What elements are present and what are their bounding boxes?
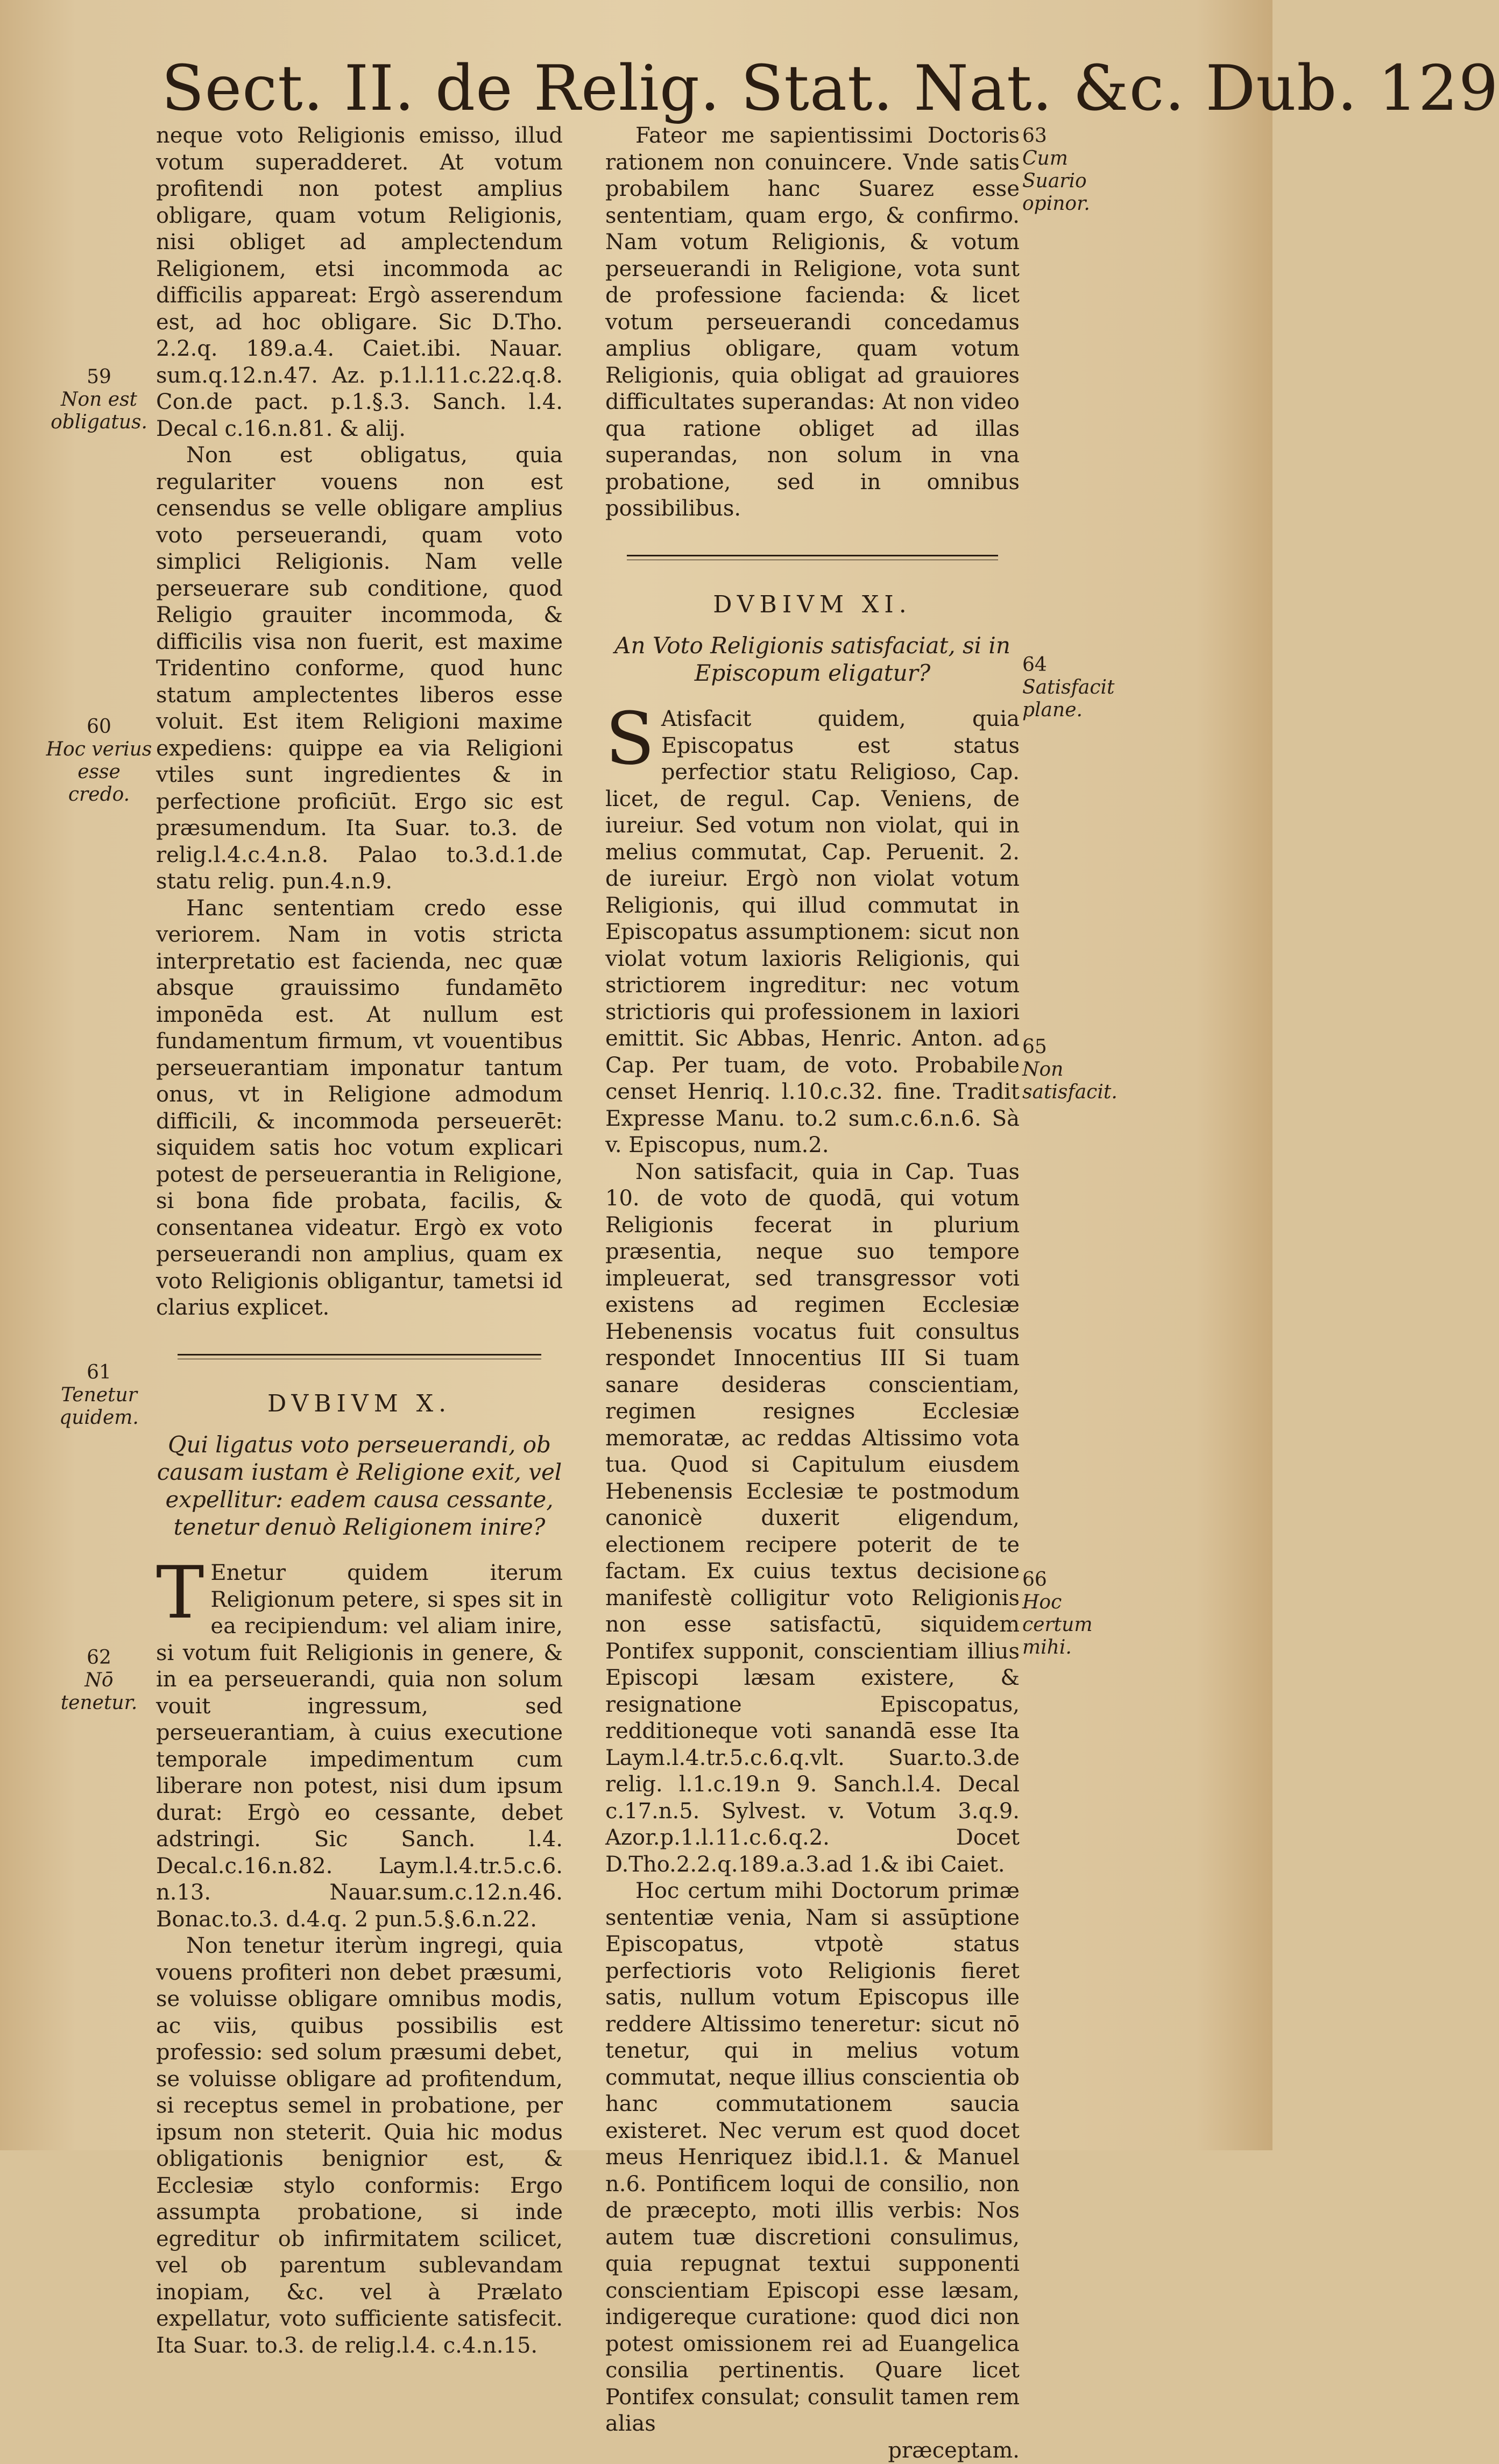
running-header: Sect. II. de Relig. Stat. Nat. &c. Dub. 129 bbox=[161, 43, 1130, 135]
right-paragraph-2-text: Atisfacit quidem, quia Episcopatus est status perfectior statu Religioso, Cap. licet, de regul. Cap. Veniens, de iureiur. Sed votum non violat, qui in melius commutat, Cap. Peruenit. 2. de iureiur. Ergò non violat votum Religionis, qui illud commutat in Episcopatus assumptionem: sicut non violat votum laxioris Religionis, qui strictiorem ingreditur: nec votum strictioris qui professionem in laxiori emittit. Sic Abbas, Henric. Anton. ad Cap. Per tuam, de voto. Probabile censet Henriq. l.10.c.32. fine. Tradit Expresse Manu. to.2 sum.c.6.n.6. Sà v. Episcopus, num.2. bbox=[605, 707, 1020, 1157]
margin-note: 63 Cum Suario opinor. bbox=[1022, 125, 1125, 215]
margin-note: 62 Nō tenetur. bbox=[45, 1647, 153, 1714]
dubium-x-question: Qui ligatus voto perseuerandi, ob causam iustam è Religione exit, vel expellitur: eadem causa cessante, tenetur denuò Religionem inire? bbox=[156, 1431, 563, 1541]
left-column bbox=[156, 123, 563, 2359]
left-paragraph-4-text: Enetur quidem iterum Religionum petere, si spes sit in ea recipiendum: vel aliam inire, si votum fuit Religionis in genere, & in ea perseuerandi, quia non solum vouit ingressum, sed perseuerantiam, à cuius executione temporale impedimentum cum liberare non potest, nisi dum ipsum durat: Ergò eo cessante, debet adstringi. Sic Sanch. l.4. Decal.c.16.n.82. Laym.l.4.tr.5.c.6. n.13. Nauar.sum.c.12.n.46. Bonac.to.3. d.4.q. 2 pun.5.§.6.n.22. bbox=[156, 1561, 563, 1932]
drop-cap: S bbox=[605, 709, 655, 768]
margin-note: 60 Hoc verius esse credo. bbox=[45, 716, 153, 806]
right-paragraph-3: Non satisfacit, quia in Cap. Tuas 10. de voto de quodā, qui votum Religionis fecerat in plurium præsentia, neque suo tempore impleuerat, sed transgressor voti existens ad regimen Ecclesiæ Hebenensis vocatus fuit consultus respondet Innocentius III Si tuam sanare desideras conscientiam, regimen resignes Ecclesiæ memoratæ, ac reddas Altissimo vota tua. Quod si Capitulum eiusdem Hebenensis Ecclesiæ te postmodum canonicè duxerit eligendum, electionem recipere poterit de te factam. Ex cuius textus decisione manifestè colligitur voto Religionis non esse satisfactū, siquidem Pontifex supponit, conscientiam illius Episcopi læsam existere, & resignatione Episcopatus, redditioneque voti sanandā esse Ita Laym.l.4.tr.5.c.6.q.vlt. Suar.to.3.de relig. l.1.c.19.n 9. Sanch.l.4. Decal c.17.n.5. Sylvest. v. Votum 3.q.9. Azor.p.1.l.11.c.6.q.2. Docet D.Tho.2.2.q.189.a.3.ad 1.& ibi Caiet. bbox=[605, 1159, 1020, 1879]
drop-cap: T bbox=[156, 1563, 204, 1622]
section-divider bbox=[178, 1354, 541, 1359]
left-paragraph-1: neque voto Religionis emisso, illud votum superadderet. At votum profitendi non potest amplius obligare, quam votum Religionis, nisi obliget ad amplectendum Religionem, etsi incommoda ac difficilis appareat: Ergò asserendum est, ad hoc obligare. Sic D.Tho. 2.2.q. 189.a.4. Caiet.ibi. Nauar. sum.q.12.n.47. Az. p.1.l.11.c.22.q.8. Con.de pact. p.1.§.3. Sanch. l.4. Decal c.16.n.81. & alij. bbox=[156, 123, 563, 442]
left-paragraph-3: Hanc sententiam credo esse veriorem. Nam in votis stricta interpretatio est facienda, nec quæ absque grauissimo fundamēto imponēda est. At nullum est fundamentum firmum, vt vouentibus perseuerantiam imponatur tantum onus, vt in Religione admodum difficili, & incommoda perseuerēt: siquidem satis hoc votum explicari potest de perseuerantia in Religione, si bona fide probata, facilis, & consentanea videatur. Ergò ex voto perseuerandi non amplius, quam ex voto Religionis obligantur, tametsi id clarius explicet. bbox=[156, 895, 563, 1322]
right-column bbox=[605, 123, 1020, 2464]
margin-note: 61 Tenetur quidem. bbox=[45, 1361, 153, 1429]
right-paragraph-2 bbox=[605, 706, 1020, 1159]
catchword: præceptam. bbox=[605, 2438, 1020, 2464]
margin-note: 66 Hoc certum mihi. bbox=[1022, 1569, 1125, 1659]
dubium-xi-heading: DVBIVM XI. bbox=[605, 591, 1020, 618]
right-paragraph-4: Hoc certum mihi Doctorum primæ sententiæ venia, Nam si assūptione Episcopatus, vtpotè status perfectioris voto Religionis fieret satis, nullum votum Episcopus ille reddere Altissimo teneretur: sicut nō tenetur, qui in melius votum commutat, neque illius conscientia ob hanc commutationem saucia existeret. Nec verum est quod docet meus Henriquez ibid.l.1. & Manuel n.6. Pontificem loqui de consilio, non de præcepto, moti illis verbis: Nos autem tuæ discretioni consulimus, quia repugnat textui supponenti conscientiam Episcopi esse læsam, indigereque curatione: quod dici non potest omissionem rei ad Euangelica consilia pertinentis. Quare licet Pontifex consulat; consulit tamen rem alias bbox=[605, 1878, 1020, 2438]
left-paragraph-5: Non tenetur iterùm ingregi, quia vouens profiteri non debet præsumi, se voluisse obligare omnibus modis, ac viis, quibus possibilis est professio: sed solum præsumi debet, se voluisse obligare ad profitendum, si receptus semel in probatione, per ipsum non steterit. Quia hic modus obligationis benignior est, & Ecclesiæ stylo conformis: Ergo assumpta probatione, si inde egreditur ob infirmitatem scilicet, vel ob parentum sublevandam inopiam, &c. vel à Prælato expellatur, voto sufficiente satisfecit. Ita Suar. to.3. de relig.l.4. c.4.n.15. bbox=[156, 1933, 563, 2359]
margin-note: 65 Non satisfacit. bbox=[1022, 1036, 1125, 1104]
dubium-x-heading: DVBIVM X. bbox=[156, 1390, 563, 1417]
section-divider bbox=[627, 555, 998, 560]
dubium-xi-question: An Voto Religionis satisfaciat, si in Episcopum eligatur? bbox=[605, 632, 1020, 687]
margin-note: 64 Satisfacit plane. bbox=[1022, 654, 1125, 722]
left-paragraph-4 bbox=[156, 1560, 563, 1933]
right-paragraph-1: Fateor me sapientissimi Doctoris rationem non conuincere. Vnde satis probabilem hanc Suarez esse sententiam, quam ergo, & confirmo. Nam votum Religionis, & votum perseuerandi in Religione, vota sunt de professione facienda: & licet votum perseuerandi concedamus amplius obligare, quam votum Religionis, quia obligat ad grauiores difficultates superandas: At non video qua ratione obliget ad illas superandas, non solum in vna probatione, sed in omnibus possibilibus. bbox=[605, 123, 1020, 523]
left-paragraph-2: Non est obligatus, quia regulariter vouens non est censendus se velle obligare amplius voto perseuerandi, quam voto simplici Religionis. Nam velle perseuerare sub conditione, quod Religio grauiter incommoda, & difficilis visa non fuerit, est maxime Tridentino conforme, quod hunc statum amplectentes liberos esse voluit. Est item Religioni maxime expediens: quippe ea via Religioni vtiles sunt ingredientes & in perfectione proficiūt. Ergo sic est præsumendum. Ita Suar. to.3. de relig.l.4.c.4.n.8. Palao to.3.d.1.de statu relig. pun.4.n.9. bbox=[156, 442, 563, 895]
margin-note: 59 Non est obligatus. bbox=[45, 366, 153, 434]
